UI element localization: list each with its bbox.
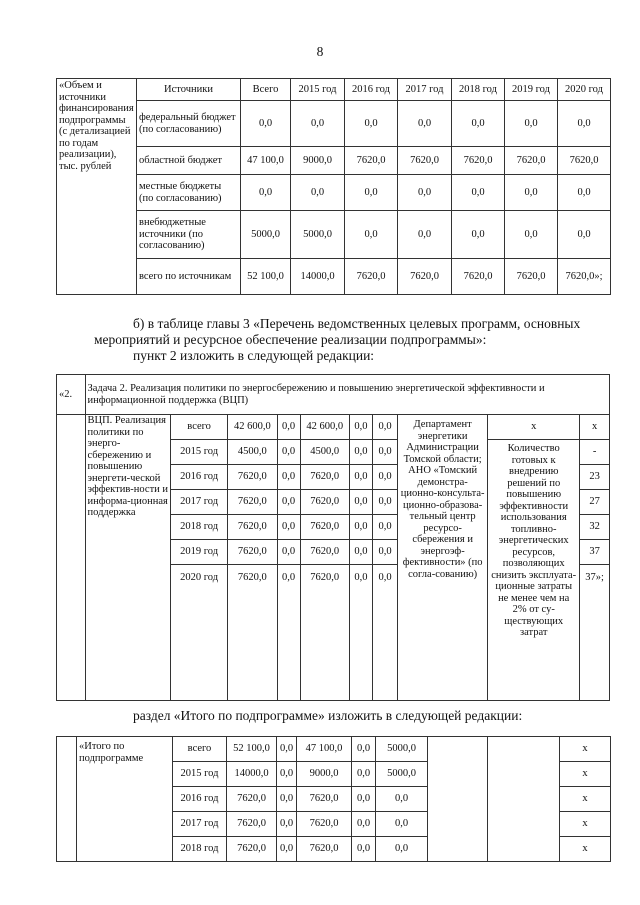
table-row [57,101,611,147]
value-cell: 7620,0 [227,812,277,837]
value-cell: 42 600,0 [300,415,349,440]
total-table [56,736,611,862]
year-cell: 2020 год [171,565,228,701]
table-row [57,211,611,259]
year-cell: 2017 год [171,490,228,515]
value-cell: 0,0 [349,490,372,515]
header-cell: 2015 год [291,79,345,101]
program-name: ВЦП. Реализация политики по энерго-сбережению и повышению энергети-ческой эффектив-ности и информа-ционная поддержка [85,415,171,701]
value-cell: 0,0 [372,565,397,701]
value-cell: 5000,0 [291,211,345,259]
paragraph-line: раздел «Итого по подпрограмме» изложить в следующей редакции: [133,708,523,723]
paragraph-line: б) в таблице главы 3 «Перечень ведомственных целевых программ, основных [133,316,581,331]
paragraph-line: пункт 2 изложить в следующей редакции: [133,348,375,363]
value-cell: 0,0 [345,211,398,259]
value-cell: 0,0 [398,101,452,147]
value-cell: x [560,737,611,762]
value-cell: 4500,0 [228,440,277,465]
value-cell: 7620,0 [228,490,277,515]
value-cell: 7620,0 [300,540,349,565]
value-cell: 0,0 [349,415,372,440]
value-cell: 7620,0 [297,787,352,812]
row-number: «2. [57,375,86,415]
value-cell: x [580,415,610,440]
value-cell: 7620,0 [398,147,452,175]
value-cell: 0,0 [372,540,397,565]
year-cell: 2019 год [171,540,228,565]
value-cell: 0,0 [345,101,398,147]
value-cell: 0,0 [376,812,428,837]
empty-cell [428,737,488,862]
year-cell: 2016 год [171,465,228,490]
indicator-x: x [488,415,580,440]
value-cell: 0,0 [241,101,291,147]
value-cell: 7620,0 [300,465,349,490]
executor-cell: Департамент энергетики Администрации Томской области; АНО «Томский демонстра-ционно-консульта-ционно-образова-тельный центр ресурсо-сбережения и энергоэф-фективности» (по согла-сованию) [398,415,488,701]
value-cell: 7620,0 [345,147,398,175]
year-cell: 2017 год [173,812,227,837]
value-cell: 0,0 [452,211,505,259]
value-cell: 7620,0 [300,490,349,515]
value-cell: x [560,812,611,837]
source-cell: внебюджетные источники (по согласованию) [137,211,241,259]
value-cell: 0,0 [372,515,397,540]
value-cell: 27 [580,490,610,515]
value-cell: 0,0 [349,440,372,465]
value-cell: 0,0 [241,175,291,211]
value-cell: 7620,0 [452,147,505,175]
value-cell: 0,0 [349,540,372,565]
value-cell: 47 100,0 [241,147,291,175]
value-cell: 5000,0 [376,737,428,762]
value-cell: 37 [580,540,610,565]
year-cell: всего [171,415,228,440]
value-cell: 0,0 [558,211,611,259]
header-cell: 2016 год [345,79,398,101]
value-cell: x [560,787,611,812]
empty-cell [57,415,86,701]
value-cell: 0,0 [372,490,397,515]
source-cell: всего по источникам [137,259,241,295]
value-cell: 7620,0 [227,837,277,862]
value-cell: 0,0 [398,211,452,259]
value-cell: 0,0 [452,101,505,147]
value-cell: 0,0 [291,101,345,147]
value-cell: 37»; [580,565,610,701]
value-cell: 7620,0 [228,565,277,701]
indicator-cell: Количество готовых к внедрению решений по повышению эффективности использования топливно-энергетических ресурсов, позволяющих снизить эксплуата-ционные затраты не менее чем на 2% от су-ществующих затрат [488,440,580,701]
value-cell: 0,0 [277,440,300,465]
value-cell: 0,0 [352,812,376,837]
empty-cell [488,737,560,862]
value-cell: 0,0 [349,565,372,701]
value-cell: 4500,0 [300,440,349,465]
year-cell: 2015 год [173,762,227,787]
value-cell: 7620,0 [505,259,558,295]
value-cell: 47 100,0 [297,737,352,762]
value-cell: 7620,0»; [558,259,611,295]
value-cell: 7620,0 [345,259,398,295]
header-cell: 2020 год [558,79,611,101]
value-cell: 0,0 [505,101,558,147]
empty-cell [57,737,77,862]
value-cell: 0,0 [376,787,428,812]
value-cell: 0,0 [349,465,372,490]
value-cell: 7620,0 [505,147,558,175]
value-cell: 14000,0 [227,762,277,787]
year-cell: 2016 год [173,787,227,812]
value-cell: 0,0 [372,465,397,490]
source-cell: областной бюджет [137,147,241,175]
value-cell: 0,0 [291,175,345,211]
value-cell: 0,0 [277,465,300,490]
value-cell: 7620,0 [398,259,452,295]
value-cell: 0,0 [277,540,300,565]
value-cell: 7620,0 [297,837,352,862]
value-cell: 0,0 [352,737,376,762]
value-cell: 52 100,0 [227,737,277,762]
value-cell: 0,0 [376,837,428,862]
value-cell: 42 600,0 [228,415,277,440]
value-cell: 0,0 [349,515,372,540]
value-cell: 0,0 [505,175,558,211]
value-cell: 0,0 [352,762,376,787]
value-cell: 9000,0 [291,147,345,175]
task-table [56,374,610,701]
header-cell: Источники [137,79,241,101]
value-cell: 0,0 [505,211,558,259]
value-cell: 7620,0 [227,787,277,812]
paragraph-line: мероприятий и ресурсное обеспечение реализации подпрограммы»: [94,332,487,347]
value-cell: 0,0 [352,837,376,862]
value-cell: 0,0 [277,415,300,440]
value-cell: 0,0 [452,175,505,211]
value-cell: 0,0 [277,490,300,515]
value-cell: 0,0 [372,415,397,440]
value-cell: 32 [580,515,610,540]
value-cell: x [560,762,611,787]
finance-label: «Объем и источники финансирования подпрограммы (с детализацией по годам реализации), тыс. рублей [57,79,137,295]
header-cell: 2019 год [505,79,558,101]
value-cell: 0,0 [372,440,397,465]
value-cell: 5000,0 [241,211,291,259]
header-cell: 2018 год [452,79,505,101]
value-cell: 7620,0 [297,812,352,837]
year-cell: 2018 год [173,837,227,862]
value-cell: 7620,0 [228,465,277,490]
value-cell: 7620,0 [228,540,277,565]
value-cell: x [560,837,611,862]
value-cell: 0,0 [345,175,398,211]
source-cell: федеральный бюджет (по согласованию) [137,101,241,147]
value-cell: 0,0 [277,515,300,540]
value-cell: - [580,440,610,465]
value-cell: 0,0 [277,737,297,762]
value-cell: 7620,0 [452,259,505,295]
value-cell: 0,0 [277,762,297,787]
value-cell: 0,0 [558,175,611,211]
value-cell: 0,0 [277,565,300,701]
header-cell: Всего [241,79,291,101]
value-cell: 9000,0 [297,762,352,787]
value-cell: 0,0 [277,837,297,862]
value-cell: 0,0 [558,101,611,147]
value-cell: 23 [580,465,610,490]
value-cell: 7620,0 [558,147,611,175]
value-cell: 0,0 [277,812,297,837]
value-cell: 5000,0 [376,762,428,787]
header-cell: 2017 год [398,79,452,101]
value-cell: 14000,0 [291,259,345,295]
value-cell: 7620,0 [300,515,349,540]
source-cell: местные бюджеты (по согласованию) [137,175,241,211]
table-row [57,259,611,295]
total-label: «Итого по подпрограмме [77,737,173,862]
value-cell: 7620,0 [228,515,277,540]
table-row [57,175,611,211]
value-cell: 0,0 [398,175,452,211]
table-row [57,147,611,175]
page-number: 8 [316,44,324,59]
value-cell: 7620,0 [300,565,349,701]
year-cell: 2015 год [171,440,228,465]
value-cell: 52 100,0 [241,259,291,295]
year-cell: всего [173,737,227,762]
year-cell: 2018 год [171,515,228,540]
value-cell: 0,0 [277,787,297,812]
value-cell: 0,0 [352,787,376,812]
task-title: Задача 2. Реализация политики по энергосбережению и повышению энергетической эффективности и информационной поддержка (ВЦП) [85,375,609,415]
finance-table [56,78,611,295]
